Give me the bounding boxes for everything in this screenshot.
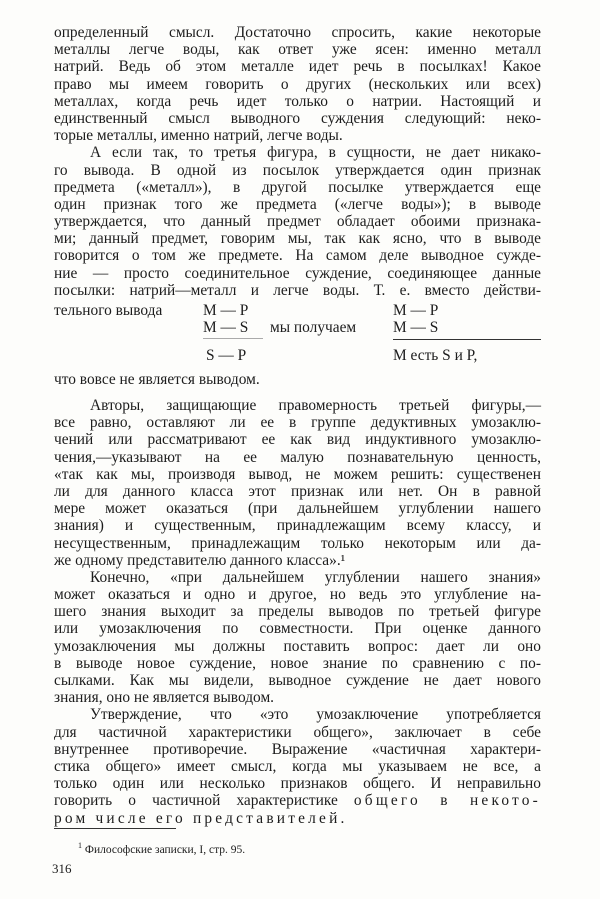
text-line-content: или умозаключения по совместности. При оценке данного bbox=[54, 620, 541, 638]
text-line bbox=[54, 58, 541, 75]
text-line-content: го вывода. В одной из посылок утверждается один признак bbox=[54, 161, 541, 179]
text-line-content: ли для данного класса этот признак или нет. Он в равной bbox=[54, 482, 541, 500]
text-line-content: может оказаться и одно и другое, но ведь это углубление на- bbox=[54, 586, 541, 604]
text-line bbox=[54, 162, 541, 179]
text-line-content: говорить о частичной характеристике bbox=[54, 792, 354, 810]
footnote-text: Философские записки, I, стр. 95. bbox=[84, 843, 246, 856]
text-line-content: Авторы, защищающие правомерность третьей фигуры,— bbox=[90, 397, 541, 414]
text-line-content: Конечно, «при дальнейшем углублении нашего знания» bbox=[90, 568, 541, 586]
text-line-content: торые металлы, именно натрий, легче воды. bbox=[54, 127, 343, 145]
text-line bbox=[54, 535, 541, 552]
text-line-content: мере может оказаться (при дальнейшем углублении нашего bbox=[54, 500, 541, 518]
text-line-content: умозаключения мы должны поставить вопрос: дает ли оно bbox=[54, 637, 541, 655]
footnote-mark: 1 bbox=[78, 841, 82, 850]
text-line bbox=[54, 792, 541, 809]
text-line-content: внутреннее противоречие. Выражение «частичная характери- bbox=[54, 740, 541, 758]
page-number: 316 bbox=[52, 861, 72, 876]
text-line bbox=[54, 144, 541, 161]
formula-right-conclusion: M есть S и P, bbox=[393, 347, 478, 364]
text-line bbox=[54, 196, 541, 213]
formula-right-premise-2: M — S bbox=[393, 319, 439, 336]
text-line bbox=[54, 810, 541, 827]
text-line-content: определенный смысл. Достаточно спросить, какие некоторые bbox=[54, 24, 541, 41]
text-line-content: Утверждение, что «это умозаключение употребляется bbox=[90, 706, 541, 724]
text-line bbox=[54, 603, 541, 620]
text-line-content: А если так, то третья фигура, в сущности, не дает никако- bbox=[90, 144, 541, 162]
text-line bbox=[54, 414, 541, 431]
text-line bbox=[54, 586, 541, 603]
text-line bbox=[54, 110, 541, 127]
text-line-content: шего знания выходит за пределы выводов по третьей фигуре bbox=[54, 603, 541, 621]
text-line bbox=[54, 775, 541, 792]
syllogism-formula bbox=[54, 302, 541, 372]
paragraph-block-top bbox=[54, 24, 541, 299]
text-line bbox=[54, 620, 541, 637]
text-line bbox=[54, 265, 541, 282]
text-line-content: ние — просто соединительное суждение, соединяющее данные bbox=[54, 264, 541, 282]
text-line-content: знания, оно не является выводом. bbox=[54, 689, 275, 707]
text-line bbox=[54, 93, 541, 110]
formula-lead: тельного вывода bbox=[54, 302, 163, 319]
text-line-content: чения,—указывают на ее малую познавательную ценность, bbox=[54, 448, 541, 466]
formula-right-rule bbox=[393, 339, 541, 340]
text-line bbox=[54, 282, 541, 299]
text-line bbox=[54, 689, 541, 706]
text-line bbox=[54, 230, 541, 247]
text-line bbox=[54, 24, 541, 41]
formula-left-premise-2: M — S bbox=[203, 319, 249, 336]
text-line-content: металлы легче воды, как ответ уже ясен: именно металл bbox=[54, 41, 541, 59]
text-line bbox=[54, 483, 541, 500]
text-line bbox=[54, 655, 541, 672]
text-line-content: предмета («металл»), в другой посылке утверждается еще bbox=[54, 178, 541, 196]
formula-left-rule bbox=[203, 338, 263, 339]
text-line-content: ми; данный предмет, говорим мы, так как ясно, что в выводе bbox=[54, 230, 541, 248]
footnote bbox=[78, 839, 245, 857]
formula-left-conclusion: S — P bbox=[206, 347, 247, 364]
emphasized-spaced-text: общего в некото- bbox=[353, 792, 541, 810]
formula-right-premise-1: M — P bbox=[393, 302, 439, 319]
text-line-content: «так как мы, производя вывод, не можем решить: существенен bbox=[54, 465, 541, 483]
emphasized-spaced-text: ром числе его представителей. bbox=[54, 809, 348, 827]
text-line-content: в выводе новое суждение, новое знание по сравнению с по- bbox=[54, 654, 541, 672]
text-line-content: металлах, когда речь идет только о натрии. Настоящий и bbox=[54, 92, 541, 110]
text-line-content: натрий. Ведь об этом металле идет речь в посылках! Какое bbox=[54, 58, 541, 76]
text-line-content: сылками. Как мы видели, выводное суждение не дает нового bbox=[54, 672, 541, 689]
text-line-content: все равно, оставляют ли ее в группе дедуктивных умозаклю- bbox=[54, 414, 541, 432]
text-line bbox=[54, 724, 541, 741]
text-line-content: чений или рассматривают ее как вид индуктивного умозаклю- bbox=[54, 431, 541, 449]
text-line bbox=[54, 741, 541, 758]
text-line bbox=[54, 706, 541, 723]
text-line-content: только один или несколько признаков общего. И неправильно bbox=[54, 775, 541, 793]
formula-followup-text: что вовсе не является выводом. bbox=[54, 371, 260, 388]
text-line bbox=[54, 76, 541, 93]
text-line-content: знания) и существенным, принадлежащим всему классу, и bbox=[54, 517, 541, 535]
text-line-content: несущественным, принадлежащим только некоторым или да- bbox=[54, 534, 541, 552]
text-line-content: говорится о том же предмете. На самом деле выводное сужде- bbox=[54, 247, 541, 265]
text-line bbox=[54, 638, 541, 655]
paragraph-block-bottom bbox=[54, 397, 541, 827]
text-line bbox=[54, 552, 541, 569]
text-line-content: утверждается, что данный предмет обладает обоими признака- bbox=[54, 213, 541, 231]
text-line-content: же одному представителю данного класса».¹ bbox=[54, 551, 346, 569]
text-line bbox=[54, 569, 541, 586]
text-line bbox=[54, 247, 541, 264]
text-line-content: единственный смысл выводного суждения следующий: неко- bbox=[54, 109, 541, 127]
text-line bbox=[54, 517, 541, 534]
text-line bbox=[54, 672, 541, 689]
text-line bbox=[54, 466, 541, 483]
footnote-divider bbox=[54, 828, 176, 829]
text-line-content: посылки: натрий—металл и легче воды. Т. е. вместо действи- bbox=[54, 281, 541, 299]
text-line bbox=[54, 41, 541, 58]
text-line-content: для частичной характеристики общего», заключает в себе bbox=[54, 723, 541, 741]
formula-left-premise-1: M — P bbox=[203, 302, 249, 319]
text-line bbox=[54, 500, 541, 517]
text-line bbox=[54, 431, 541, 448]
formula-middle-text: мы получаем bbox=[270, 319, 357, 336]
text-line bbox=[54, 179, 541, 196]
text-line bbox=[54, 449, 541, 466]
text-line-content: один признак того же предмета («легче воды»); в выводе bbox=[54, 195, 541, 213]
text-line bbox=[54, 213, 541, 230]
text-line bbox=[54, 397, 541, 414]
text-line bbox=[54, 758, 541, 775]
text-line-content: стика общего» имеет смысл, когда мы указываем не все, а bbox=[54, 757, 541, 775]
text-line-content: право мы имеем говорить о других (нескольких или всех) bbox=[54, 75, 541, 93]
text-line bbox=[54, 127, 541, 144]
